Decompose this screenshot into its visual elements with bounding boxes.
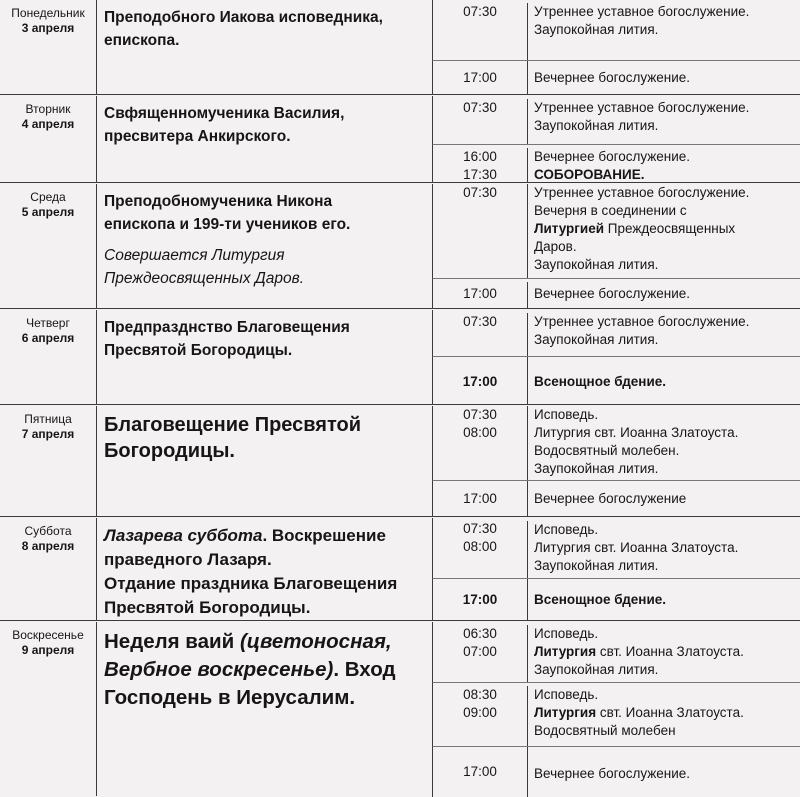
service-time: 07:30 08:00 bbox=[463, 407, 497, 440]
date: 3 апреля bbox=[21, 21, 75, 35]
service-block bbox=[432, 96, 800, 144]
service-desc: Вечернее богослужение. СОБОРОВАНИЕ. bbox=[527, 148, 796, 183]
day-cell: Воскресенье 9 апреля bbox=[0, 622, 97, 796]
service-desc: Утреннее уставное богослужение. Заупокойная лития. bbox=[527, 99, 796, 144]
weekday: Понедельник bbox=[11, 6, 85, 20]
service-block bbox=[432, 406, 800, 480]
service-time: 07:30 bbox=[463, 314, 497, 329]
day-row-sunday bbox=[0, 622, 800, 796]
service-desc: Исповедь. Литургия свт. Иоанна Златоуста. Заупокойная лития. bbox=[527, 625, 796, 682]
service-block bbox=[432, 746, 800, 797]
service-time: 17:00 bbox=[463, 286, 497, 301]
day-row-wednesday bbox=[0, 184, 800, 309]
service-time: 17:00 bbox=[463, 70, 497, 85]
feast-title: Лазарева суббота. Воскрешение праведного Лазаря. Отдание праздника Благовещения Пресвятой Богородицы. bbox=[104, 526, 398, 617]
service-desc: Утреннее уставное богослужение. Заупокойная лития. bbox=[527, 3, 796, 60]
service-block bbox=[432, 480, 800, 517]
service-block bbox=[432, 0, 800, 60]
service-desc: Вечернее богослужение. bbox=[527, 282, 796, 309]
service-block bbox=[432, 278, 800, 309]
feast-title: Предпразднство Благовещения Пресвятой Богородицы. bbox=[104, 319, 350, 359]
service-desc: Исповедь. Литургия свт. Иоанна Златоуста. Заупокойная лития. bbox=[527, 521, 796, 578]
day-cell bbox=[0, 0, 97, 94]
service-block bbox=[432, 144, 800, 183]
day-cell: Четверг 6 апреля bbox=[0, 310, 97, 404]
service-desc: Вечернее богослужение. bbox=[527, 747, 796, 797]
service-block bbox=[432, 682, 800, 747]
day-row-monday bbox=[0, 0, 800, 95]
service-desc: Утреннее уставное богослужение. Вечерня в соединении с Литургией Преждеосвященных Даров. Заупокойная лития. bbox=[527, 184, 796, 278]
service-desc: Всенощное бдение. bbox=[527, 579, 796, 621]
day-cell: Пятница 7 апреля bbox=[0, 406, 97, 516]
service-time: 17:00 bbox=[463, 764, 497, 779]
service-time: 07:30 08:00 bbox=[463, 521, 497, 554]
service-desc: Исповедь. Литургия свт. Иоанна Златоуста. Водосвятный молебен bbox=[527, 686, 796, 747]
service-time: 17:00 bbox=[463, 491, 497, 506]
day-cell: Среда 5 апреля bbox=[0, 184, 97, 308]
service-desc: Исповедь. Литургия свт. Иоанна Златоуста. Водосвятный молебен. Заупокойная лития. bbox=[527, 406, 796, 480]
service-time: 17:00 bbox=[462, 592, 498, 607]
day-row-friday bbox=[0, 406, 800, 517]
feast-title: Благовещение Пресвятой Богородицы. bbox=[104, 414, 362, 462]
service-desc: Всенощное бдение. bbox=[527, 357, 796, 405]
service-time: 17:00 bbox=[462, 374, 498, 389]
service-desc: Утреннее уставное богослужение. Заупокойная лития. bbox=[527, 313, 796, 356]
day-cell: Суббота 8 апреля bbox=[0, 518, 97, 620]
service-time: 08:30 09:00 bbox=[463, 687, 497, 720]
service-block bbox=[432, 578, 800, 621]
service-block bbox=[432, 60, 800, 95]
service-time: 16:00 17:30 bbox=[463, 149, 497, 182]
service-block bbox=[432, 622, 800, 682]
day-row-tuesday bbox=[0, 96, 800, 183]
service-block bbox=[432, 518, 800, 578]
feast-note: Совершается Литургия Преждеосвященных Даров. bbox=[104, 247, 305, 287]
service-time: 06:30 07:00 bbox=[463, 626, 497, 659]
day-row-thursday bbox=[0, 310, 800, 405]
service-block bbox=[432, 356, 800, 405]
feast-title: Неделя ваий (цветоносная, Вербное воскресенье). Вход Господень в Иерусалим. bbox=[104, 630, 396, 709]
day-cell: Вторник 4 апреля bbox=[0, 96, 97, 182]
service-time: 07:30 bbox=[463, 4, 497, 19]
feast-title: Преподобного Иакова исповедника, епископа. bbox=[104, 9, 383, 49]
service-block bbox=[432, 310, 800, 356]
feast-title: Преподобномученика Никона епископа и 199-ти учеников его. Совершается Литургия Преждеосвященных Даров. bbox=[104, 190, 426, 290]
service-block bbox=[432, 184, 800, 278]
service-desc: Вечернее богослужение. bbox=[527, 61, 796, 95]
feast-title: Свфященномученика Василия, пресвитера Анкирского. bbox=[104, 105, 345, 145]
service-desc: Вечернее богослужение bbox=[527, 481, 796, 517]
service-time: 07:30 bbox=[463, 100, 497, 115]
service-time: 07:30 bbox=[463, 185, 497, 200]
day-row-saturday bbox=[0, 518, 800, 621]
